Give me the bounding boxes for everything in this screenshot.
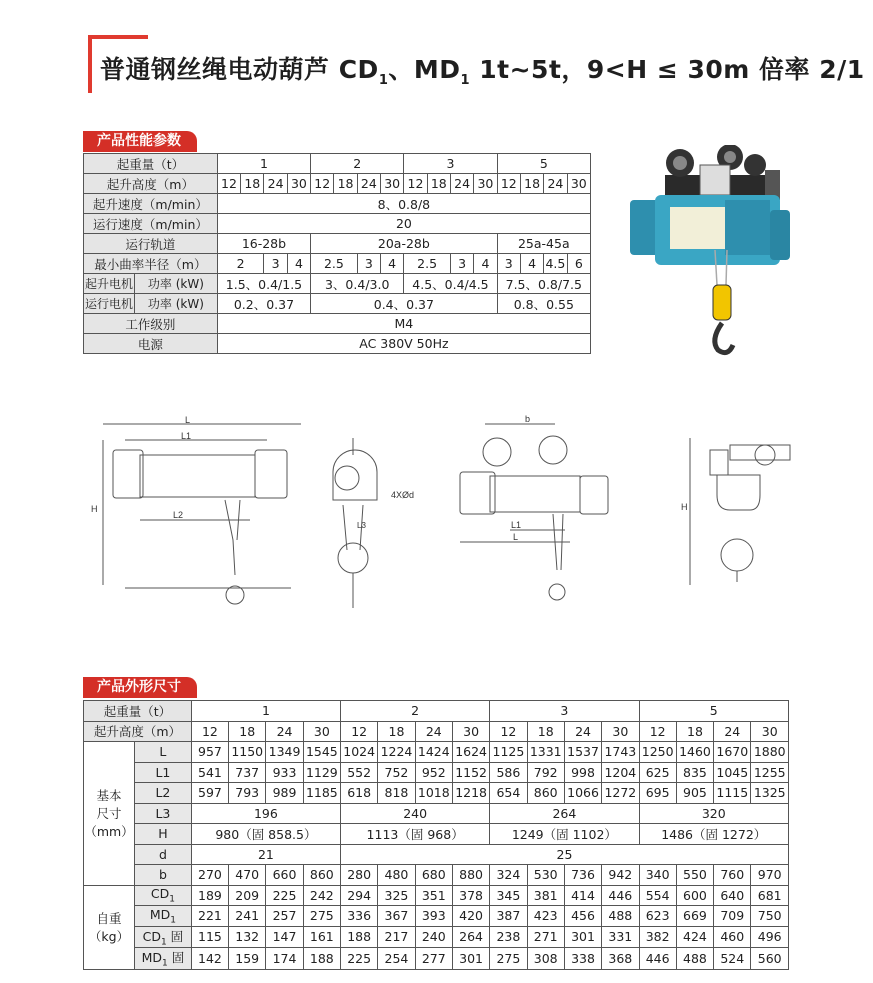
row-header	[134, 885, 191, 906]
table-cell: 189	[191, 885, 228, 906]
row-header: 运行速度（m/min）	[84, 214, 218, 234]
page-title: 普通钢丝绳电动葫芦 $CD_1$、$MD_1$ 1t~5t，9<H ≤ 30m 倍率 2/1	[100, 55, 865, 88]
table-cell: 1743	[602, 742, 639, 763]
table-cell: 30	[303, 721, 340, 742]
table-cell: 1249（固 1102）	[490, 824, 639, 845]
table-cell: 480	[378, 865, 415, 886]
table-cell: 238	[490, 926, 527, 948]
table-cell: 1218	[452, 783, 489, 804]
dims-row-height	[84, 721, 789, 742]
table-cell: 4.5	[544, 254, 567, 274]
table-cell: 270	[191, 865, 228, 886]
table-cell: 24	[714, 721, 751, 742]
table-cell: 1272	[602, 783, 639, 804]
perf-section-tab: 产品性能参数	[83, 131, 197, 152]
table-cell: 275	[490, 948, 527, 970]
table-cell: 446	[602, 885, 639, 906]
row-header: 运行电机	[84, 294, 135, 314]
table-cell: 2.5	[404, 254, 451, 274]
dim-hole: 4XØd	[391, 490, 415, 500]
row-header: 起升高度（m）	[84, 721, 192, 742]
table-cell: 225	[341, 948, 378, 970]
table-cell: 20	[217, 214, 590, 234]
dim-H-2: H	[681, 502, 688, 512]
table-cell: 681	[751, 885, 789, 906]
dims-row-CD1g	[84, 926, 789, 948]
perf-row-travel-speed	[84, 214, 591, 234]
table-cell: 159	[229, 948, 266, 970]
table-cell: 1349	[266, 742, 303, 763]
row-header: L	[134, 742, 191, 763]
table-cell: 460	[714, 926, 751, 948]
table-cell: 4	[287, 254, 310, 274]
table-cell: 351	[415, 885, 452, 906]
dim-L1-1: L1	[181, 431, 192, 441]
row-header: H	[134, 824, 191, 845]
table-cell: 0.8、0.55	[497, 294, 590, 314]
table-cell: 1115	[714, 783, 751, 804]
table-cell: 4	[381, 254, 404, 274]
dim-H-1: H	[91, 504, 98, 514]
table-cell: 669	[676, 906, 713, 927]
table-cell: 470	[229, 865, 266, 886]
table-cell: 1460	[676, 742, 713, 763]
table-cell: 30	[452, 721, 489, 742]
table-cell: 240	[415, 926, 452, 948]
table-cell: 1880	[751, 742, 789, 763]
row-header: 起重量（t）	[84, 154, 218, 174]
table-cell: 414	[564, 885, 601, 906]
table-cell: 1113（固 968）	[341, 824, 490, 845]
table-cell: 0.2、0.37	[217, 294, 310, 314]
table-cell: 1152	[452, 762, 489, 783]
perf-row-duty	[84, 314, 591, 334]
dims-row-H	[84, 824, 789, 845]
row-header: 工作级别	[84, 314, 218, 334]
table-cell: 132	[229, 926, 266, 948]
dims-row-CD1	[84, 885, 789, 906]
table-cell: 24	[415, 721, 452, 742]
table-cell: 1045	[714, 762, 751, 783]
table-cell: 446	[639, 948, 676, 970]
table-cell: 277	[415, 948, 452, 970]
table-cell: 301	[564, 926, 601, 948]
table-cell: 1486（固 1272）	[639, 824, 789, 845]
row-header: L3	[134, 803, 191, 824]
table-cell: 423	[527, 906, 564, 927]
row-header: 功率 (kW)	[134, 274, 217, 294]
table-cell: 552	[341, 762, 378, 783]
table-cell: 30	[567, 174, 590, 194]
row-header: 起升电机	[84, 274, 135, 294]
table-cell: 530	[527, 865, 564, 886]
table-cell: 30	[474, 174, 497, 194]
table-cell: 860	[527, 783, 564, 804]
table-cell: 24	[450, 174, 473, 194]
table-cell: 147	[266, 926, 303, 948]
table-cell: 618	[341, 783, 378, 804]
table-cell: 488	[602, 906, 639, 927]
table-cell: 4	[474, 254, 497, 274]
row-header: L1	[134, 762, 191, 783]
table-cell: 1	[217, 154, 310, 174]
table-cell: 1424	[415, 742, 452, 763]
table-cell: 320	[639, 803, 789, 824]
table-cell: 737	[229, 762, 266, 783]
table-cell: 818	[378, 783, 415, 804]
table-cell: 7.5、0.8/7.5	[497, 274, 590, 294]
basic-dimensions-group	[84, 742, 135, 886]
table-cell: 695	[639, 783, 676, 804]
dim-L2-1: L2	[173, 510, 184, 520]
table-cell: 4	[520, 254, 543, 274]
table-cell: 301	[452, 948, 489, 970]
table-cell: 378	[452, 885, 489, 906]
table-cell: 188	[341, 926, 378, 948]
row-header: L2	[134, 783, 191, 804]
table-cell: 860	[303, 865, 340, 886]
hoist-photo	[615, 145, 815, 370]
dims-row-b	[84, 865, 789, 886]
row-header: b	[134, 865, 191, 886]
title-accent-line	[88, 35, 148, 39]
table-cell: 18	[527, 721, 564, 742]
table-cell: 3	[264, 254, 287, 274]
table-cell: 30	[287, 174, 310, 194]
table-cell: 1537	[564, 742, 601, 763]
table-cell: 24	[564, 721, 601, 742]
table-cell: 1129	[303, 762, 340, 783]
title-accent-bar	[88, 35, 92, 93]
table-cell: 393	[415, 906, 452, 927]
perf-row-track	[84, 234, 591, 254]
table-cell: 554	[639, 885, 676, 906]
model-suffix: 固	[167, 950, 185, 965]
model-label: MD	[141, 950, 162, 965]
table-cell: 1325	[751, 783, 789, 804]
table-cell: 6	[567, 254, 590, 274]
table-cell: 760	[714, 865, 751, 886]
table-cell: 1255	[751, 762, 789, 783]
group-label-line: （mm）	[84, 824, 134, 840]
table-cell: 25a-45a	[497, 234, 590, 254]
model-suffix: 固	[166, 928, 184, 944]
table-cell: 24	[264, 174, 287, 194]
table-cell: 30	[751, 721, 789, 742]
weight-group	[84, 885, 135, 969]
table-cell: 752	[378, 762, 415, 783]
table-cell: 271	[527, 926, 564, 948]
table-cell: 1	[191, 701, 340, 722]
table-cell: 1670	[714, 742, 751, 763]
row-header	[134, 948, 191, 970]
table-cell: 1250	[639, 742, 676, 763]
table-cell: 1545	[303, 742, 340, 763]
table-cell: 209	[229, 885, 266, 906]
row-header: 最小曲率半径（m）	[84, 254, 218, 274]
model-subscript: 1	[162, 958, 168, 969]
dims-row-L3	[84, 803, 789, 824]
perf-table	[83, 153, 591, 354]
table-cell: 600	[676, 885, 713, 906]
table-cell: 0.4、0.37	[311, 294, 498, 314]
perf-row-power	[84, 334, 591, 354]
table-cell: 1125	[490, 742, 527, 763]
table-cell: 2	[217, 254, 264, 274]
table-cell: 835	[676, 762, 713, 783]
dims-row-L1	[84, 762, 789, 783]
perf-row-travel-motor	[84, 294, 591, 314]
perf-row-capacity	[84, 154, 591, 174]
table-cell: 654	[490, 783, 527, 804]
table-cell: 12	[404, 174, 427, 194]
table-cell: 933	[266, 762, 303, 783]
table-cell: 420	[452, 906, 489, 927]
model-subscript: 1	[169, 894, 175, 905]
table-cell: 381	[527, 885, 564, 906]
table-cell: 161	[303, 926, 340, 948]
table-cell: 221	[191, 906, 228, 927]
dim-b: b	[525, 414, 531, 424]
table-cell: 456	[564, 906, 601, 927]
model-subscript: 1	[160, 937, 167, 947]
table-cell: 275	[303, 906, 340, 927]
table-cell: 367	[378, 906, 415, 927]
table-cell: 2	[341, 701, 490, 722]
table-cell: 264	[452, 926, 489, 948]
table-cell: 12	[311, 174, 334, 194]
table-cell: 324	[490, 865, 527, 886]
table-cell: 240	[341, 803, 490, 824]
table-cell: 1024	[341, 742, 378, 763]
table-cell: 294	[341, 885, 378, 906]
table-cell: 3	[357, 254, 380, 274]
table-cell: 188	[303, 948, 340, 970]
technical-drawings	[85, 410, 805, 620]
table-cell: 12	[639, 721, 676, 742]
table-cell: 142	[191, 948, 228, 970]
table-cell: 242	[303, 885, 340, 906]
perf-row-lift-speed	[84, 194, 591, 214]
table-cell: 325	[378, 885, 415, 906]
dims-row-capacity	[84, 701, 789, 722]
table-cell: 5	[497, 154, 590, 174]
table-cell: 340	[639, 865, 676, 886]
table-cell: 880	[452, 865, 489, 886]
table-cell: 1185	[303, 783, 340, 804]
model-subscript: 1	[170, 915, 176, 925]
table-cell: AC 380V 50Hz	[217, 334, 590, 354]
table-cell: 952	[415, 762, 452, 783]
table-cell: 980（固 858.5）	[191, 824, 340, 845]
dims-row-MD1	[84, 906, 789, 927]
table-cell: 18	[427, 174, 450, 194]
dim-L-2: L	[513, 532, 519, 542]
dims-table	[83, 700, 789, 970]
table-cell: 905	[676, 783, 713, 804]
row-header: 起重量（t）	[84, 701, 192, 722]
table-cell: 18	[520, 174, 543, 194]
table-cell: 18	[241, 174, 264, 194]
table-cell: 225	[266, 885, 303, 906]
row-header: 功率 (kW)	[134, 294, 217, 314]
table-cell: 387	[490, 906, 527, 927]
table-cell: 541	[191, 762, 228, 783]
table-cell: 524	[714, 948, 751, 970]
group-label-line: （kg）	[88, 929, 130, 944]
table-cell: 998	[564, 762, 601, 783]
dims-row-L	[84, 742, 789, 763]
table-cell: 336	[341, 906, 378, 927]
table-cell: 3	[450, 254, 473, 274]
table-cell: 338	[564, 948, 601, 970]
perf-row-radius	[84, 254, 591, 274]
table-cell: 30	[602, 721, 639, 742]
dims-row-d	[84, 844, 789, 865]
model-label: CD	[150, 886, 170, 901]
table-cell: 792	[527, 762, 564, 783]
row-header: 起升高度（m）	[84, 174, 218, 194]
table-cell: 18	[229, 721, 266, 742]
table-cell: 12	[497, 174, 520, 194]
table-cell: M4	[217, 314, 590, 334]
row-header: d	[134, 844, 191, 865]
table-cell: 24	[544, 174, 567, 194]
table-cell: 1.5、0.4/1.5	[217, 274, 310, 294]
table-cell: 640	[714, 885, 751, 906]
table-cell: 368	[602, 948, 639, 970]
table-cell: 2.5	[311, 254, 358, 274]
table-cell: 3	[497, 254, 520, 274]
table-cell: 1624	[452, 742, 489, 763]
table-cell: 25	[341, 844, 789, 865]
table-cell: 1204	[602, 762, 639, 783]
table-cell: 18	[378, 721, 415, 742]
table-cell: 18	[676, 721, 713, 742]
table-cell: 709	[714, 906, 751, 927]
table-cell: 1150	[229, 742, 266, 763]
table-cell: 115	[191, 926, 228, 948]
table-cell: 1018	[415, 783, 452, 804]
table-cell: 560	[751, 948, 789, 970]
table-cell: 625	[639, 762, 676, 783]
table-cell: 254	[378, 948, 415, 970]
table-cell: 586	[490, 762, 527, 783]
table-cell: 1066	[564, 783, 601, 804]
model-label: MD	[149, 906, 171, 922]
row-header	[134, 906, 191, 927]
table-cell: 257	[266, 906, 303, 927]
table-cell: 280	[341, 865, 378, 886]
table-cell: 989	[266, 783, 303, 804]
group-label-line: 基本	[96, 788, 122, 804]
table-cell: 21	[191, 844, 340, 865]
table-cell: 331	[602, 926, 639, 948]
table-cell: 12	[217, 174, 240, 194]
table-cell: 12	[191, 721, 228, 742]
table-cell: 793	[229, 783, 266, 804]
table-cell: 241	[229, 906, 266, 927]
row-header: 运行轨道	[84, 234, 218, 254]
table-cell: 957	[191, 742, 228, 763]
dims-row-MD1g	[84, 948, 789, 970]
table-cell: 4.5、0.4/4.5	[404, 274, 497, 294]
table-cell: 623	[639, 906, 676, 927]
table-cell: 30	[381, 174, 404, 194]
table-cell: 12	[341, 721, 378, 742]
group-label-line: 尺寸	[96, 806, 122, 822]
table-cell: 217	[378, 926, 415, 948]
table-cell: 24	[266, 721, 303, 742]
table-cell: 308	[527, 948, 564, 970]
table-cell: 18	[334, 174, 357, 194]
table-cell: 24	[357, 174, 380, 194]
table-cell: 750	[751, 906, 789, 927]
dim-L1-2: L1	[511, 520, 522, 530]
table-cell: 12	[490, 721, 527, 742]
dims-row-L2	[84, 783, 789, 804]
table-cell: 550	[676, 865, 713, 886]
dim-L3: L3	[357, 521, 366, 530]
table-cell: 1331	[527, 742, 564, 763]
row-header: 电源	[84, 334, 218, 354]
table-cell: 382	[639, 926, 676, 948]
table-cell: 174	[266, 948, 303, 970]
table-cell: 1224	[378, 742, 415, 763]
table-cell: 3、0.4/3.0	[311, 274, 404, 294]
table-cell: 8、0.8/8	[217, 194, 590, 214]
table-cell: 488	[676, 948, 713, 970]
table-cell: 736	[564, 865, 601, 886]
table-cell: 16-28b	[217, 234, 310, 254]
perf-row-lift-motor	[84, 274, 591, 294]
table-cell: 3	[490, 701, 639, 722]
table-cell: 3	[404, 154, 497, 174]
model-label: CD	[142, 928, 161, 944]
table-cell: 680	[415, 865, 452, 886]
table-cell: 20a-28b	[311, 234, 498, 254]
table-cell: 5	[639, 701, 789, 722]
table-cell: 496	[751, 926, 789, 948]
table-cell: 597	[191, 783, 228, 804]
table-cell: 970	[751, 865, 789, 886]
table-cell: 660	[266, 865, 303, 886]
row-header	[134, 926, 191, 948]
row-header: 起升速度（m/min）	[84, 194, 218, 214]
dims-section-tab: 产品外形尺寸	[83, 677, 197, 698]
table-cell: 196	[191, 803, 340, 824]
table-cell: 424	[676, 926, 713, 948]
dim-L-1: L	[185, 415, 191, 425]
group-label-line: 自重	[96, 911, 122, 926]
table-cell: 264	[490, 803, 639, 824]
table-cell: 345	[490, 885, 527, 906]
table-cell: 2	[311, 154, 404, 174]
perf-row-height	[84, 174, 591, 194]
table-cell: 942	[602, 865, 639, 886]
